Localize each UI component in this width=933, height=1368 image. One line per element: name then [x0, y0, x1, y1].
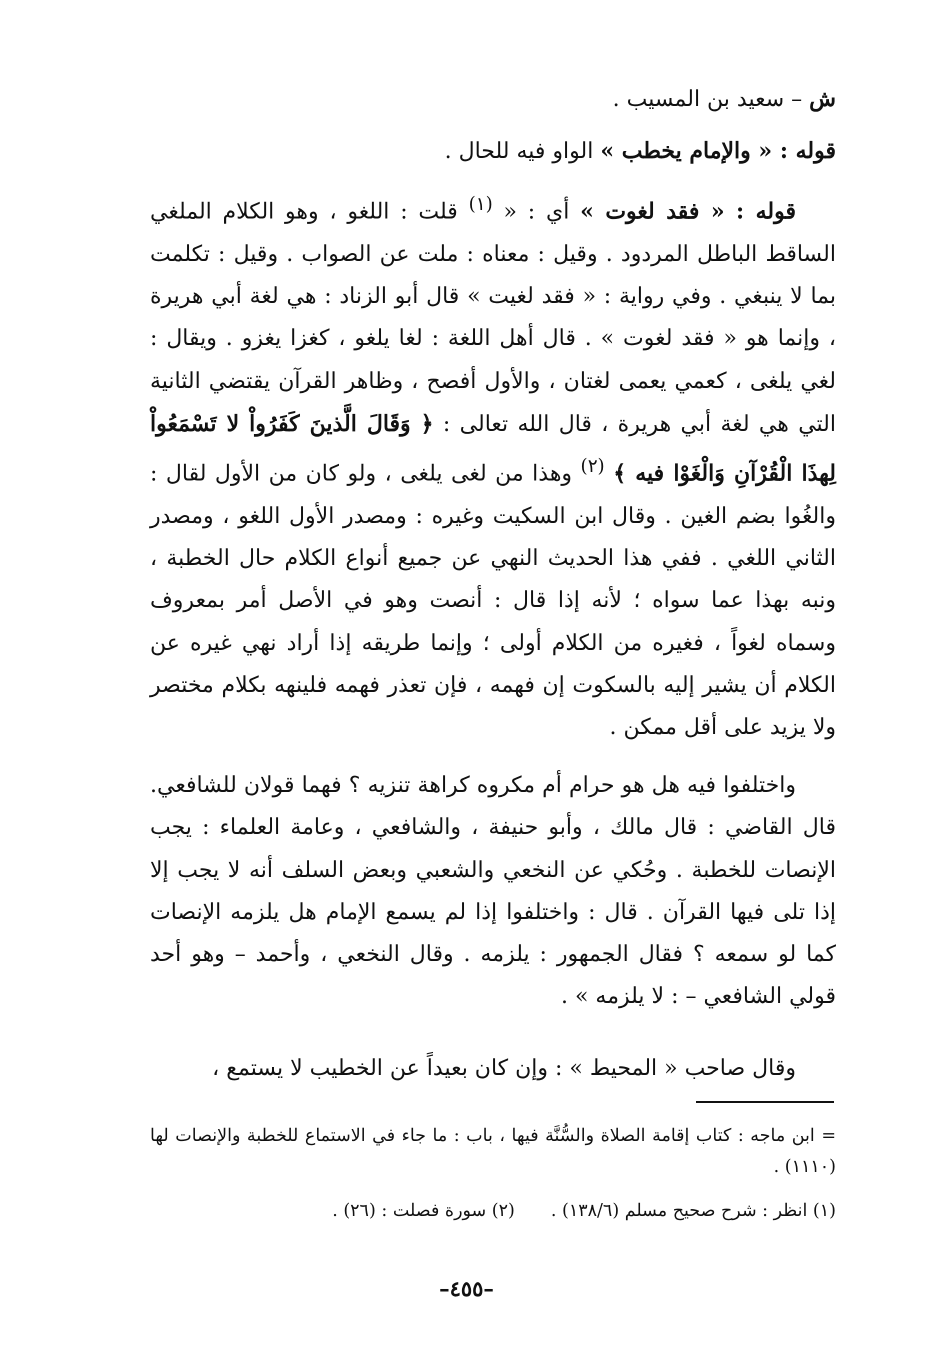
quran-verse: ﴿ وَقَالَ الَّذينَ كَفَرُواْ لا تَسْمَعُواْ لِهذَا الْقُرْآنِ وَالْغَوْا فيه ﴾ — [150, 410, 836, 487]
text-line — [150, 130, 836, 173]
paragraph-text: واختلفوا فيه هل هو حرام أم مكروه كراهة تنزيه ؟ فهما قولان للشافعي. قال القاضي : قال مالك ، وأبو حنيفة ، والشافعي ، وعامة العلماء : يجب الإنصات للخطبة . وحُكي عن النخعي والشعبي وبعض السلف أنه لا يجب إلا إذا تلى فيها القرآن . قال : واختلفوا إذا لم يسمع الإمام هل يلزمه الإنصات كما لو سمعه ؟ فقال الجمهور : يلزمه . وقال النخعي ، وأحمد – وهو أحد قولي الشافعي – : لا يلزمه » . — [150, 773, 836, 1010]
line-text: – سعيد بن المسيب . — [612, 87, 810, 112]
body-paragraph — [150, 184, 836, 750]
footnote-text: ابن ماجه : كتاب إقامة الصلاة والسُّنَّة فيها ، باب : ما جاء في الاستماع للخطبة والإنصات لها (١١١٠) . — [150, 1126, 836, 1177]
quoted-phrase: قوله : « فقد لغوت » — [580, 198, 797, 225]
footnote-divider — [696, 1101, 834, 1103]
paragraph-text: وقال صاحب « المحيط » : وإن كان بعيداً عن الخطيب لا يستمع ، — [212, 1056, 796, 1081]
paragraph-text: قلت : اللغو ، وهو الكلام الملغي الساقط الباطل المردود . وقيل : معناه : ملت عن الصواب . وقيل : تكلمت بما لا ينبغي . وفي رواية : « فقد لغيت » قال أبو الزناد : هي لغة أبي هريرة ، وإنما هو « فقد لغوت » . قال أهل اللغة : لغا يلغو ، كغزا يغزو . ويقال : لغي يلغى ، كعمي يعمى لغتان ، والأول أفصح ، وظاهر القرآن يقتضي الثانية التي هي لغة أبي هريرة ، قال الله تعالى : — [150, 199, 836, 437]
term-abbreviation: ش — [809, 86, 836, 112]
footnote-continuation — [150, 1121, 836, 1183]
page-number: –٤٥٥– — [439, 1276, 494, 1301]
footnote-reference: (٢) — [580, 456, 605, 478]
footnote-1: (١) انظر : شرح صحيح مسلم (١٣٨/٦) . — [550, 1201, 836, 1221]
paragraph-text: وهذا من لغى يلغى ، ولو كان من الأول لقال : والغُوا بضم الغين . وقال ابن السكيت وغيره : ومصدر الأول اللغو ، ومصدر الثاني اللغي . ففي هذا الحديث النهي عن جميع أنواع الكلام حال الخطبة ، ونبه بهذا عما سواه ؛ لأنه إذا قال : أنصت وهو في الأصل أمر بمعروف وسماه لغواً ، فغيره من الكلام أولى ؛ وإنما طريقه إذا أراد نهي غيره عن الكلام أن يشير إليه بالسكوت إن فهمه ، فإن تعذر فهمه فلينهه بكلام مختصر ولا يزيد على أقل ممكن . — [150, 461, 836, 741]
footnote-reference: (١) — [468, 194, 493, 215]
text-line — [150, 78, 836, 121]
footnote-2: (٢) سورة فصلت : (٢٦) . — [332, 1201, 515, 1221]
continuation-mark: = — [821, 1126, 836, 1146]
line-text: الواو فيه للحال . — [444, 139, 601, 164]
quoted-phrase: قوله : « والإمام يخطب » — [600, 138, 836, 164]
paragraph-text: أي : « — [492, 199, 581, 225]
footnote-list — [150, 1196, 836, 1227]
body-paragraph — [150, 765, 836, 1019]
body-paragraph — [150, 1048, 836, 1090]
